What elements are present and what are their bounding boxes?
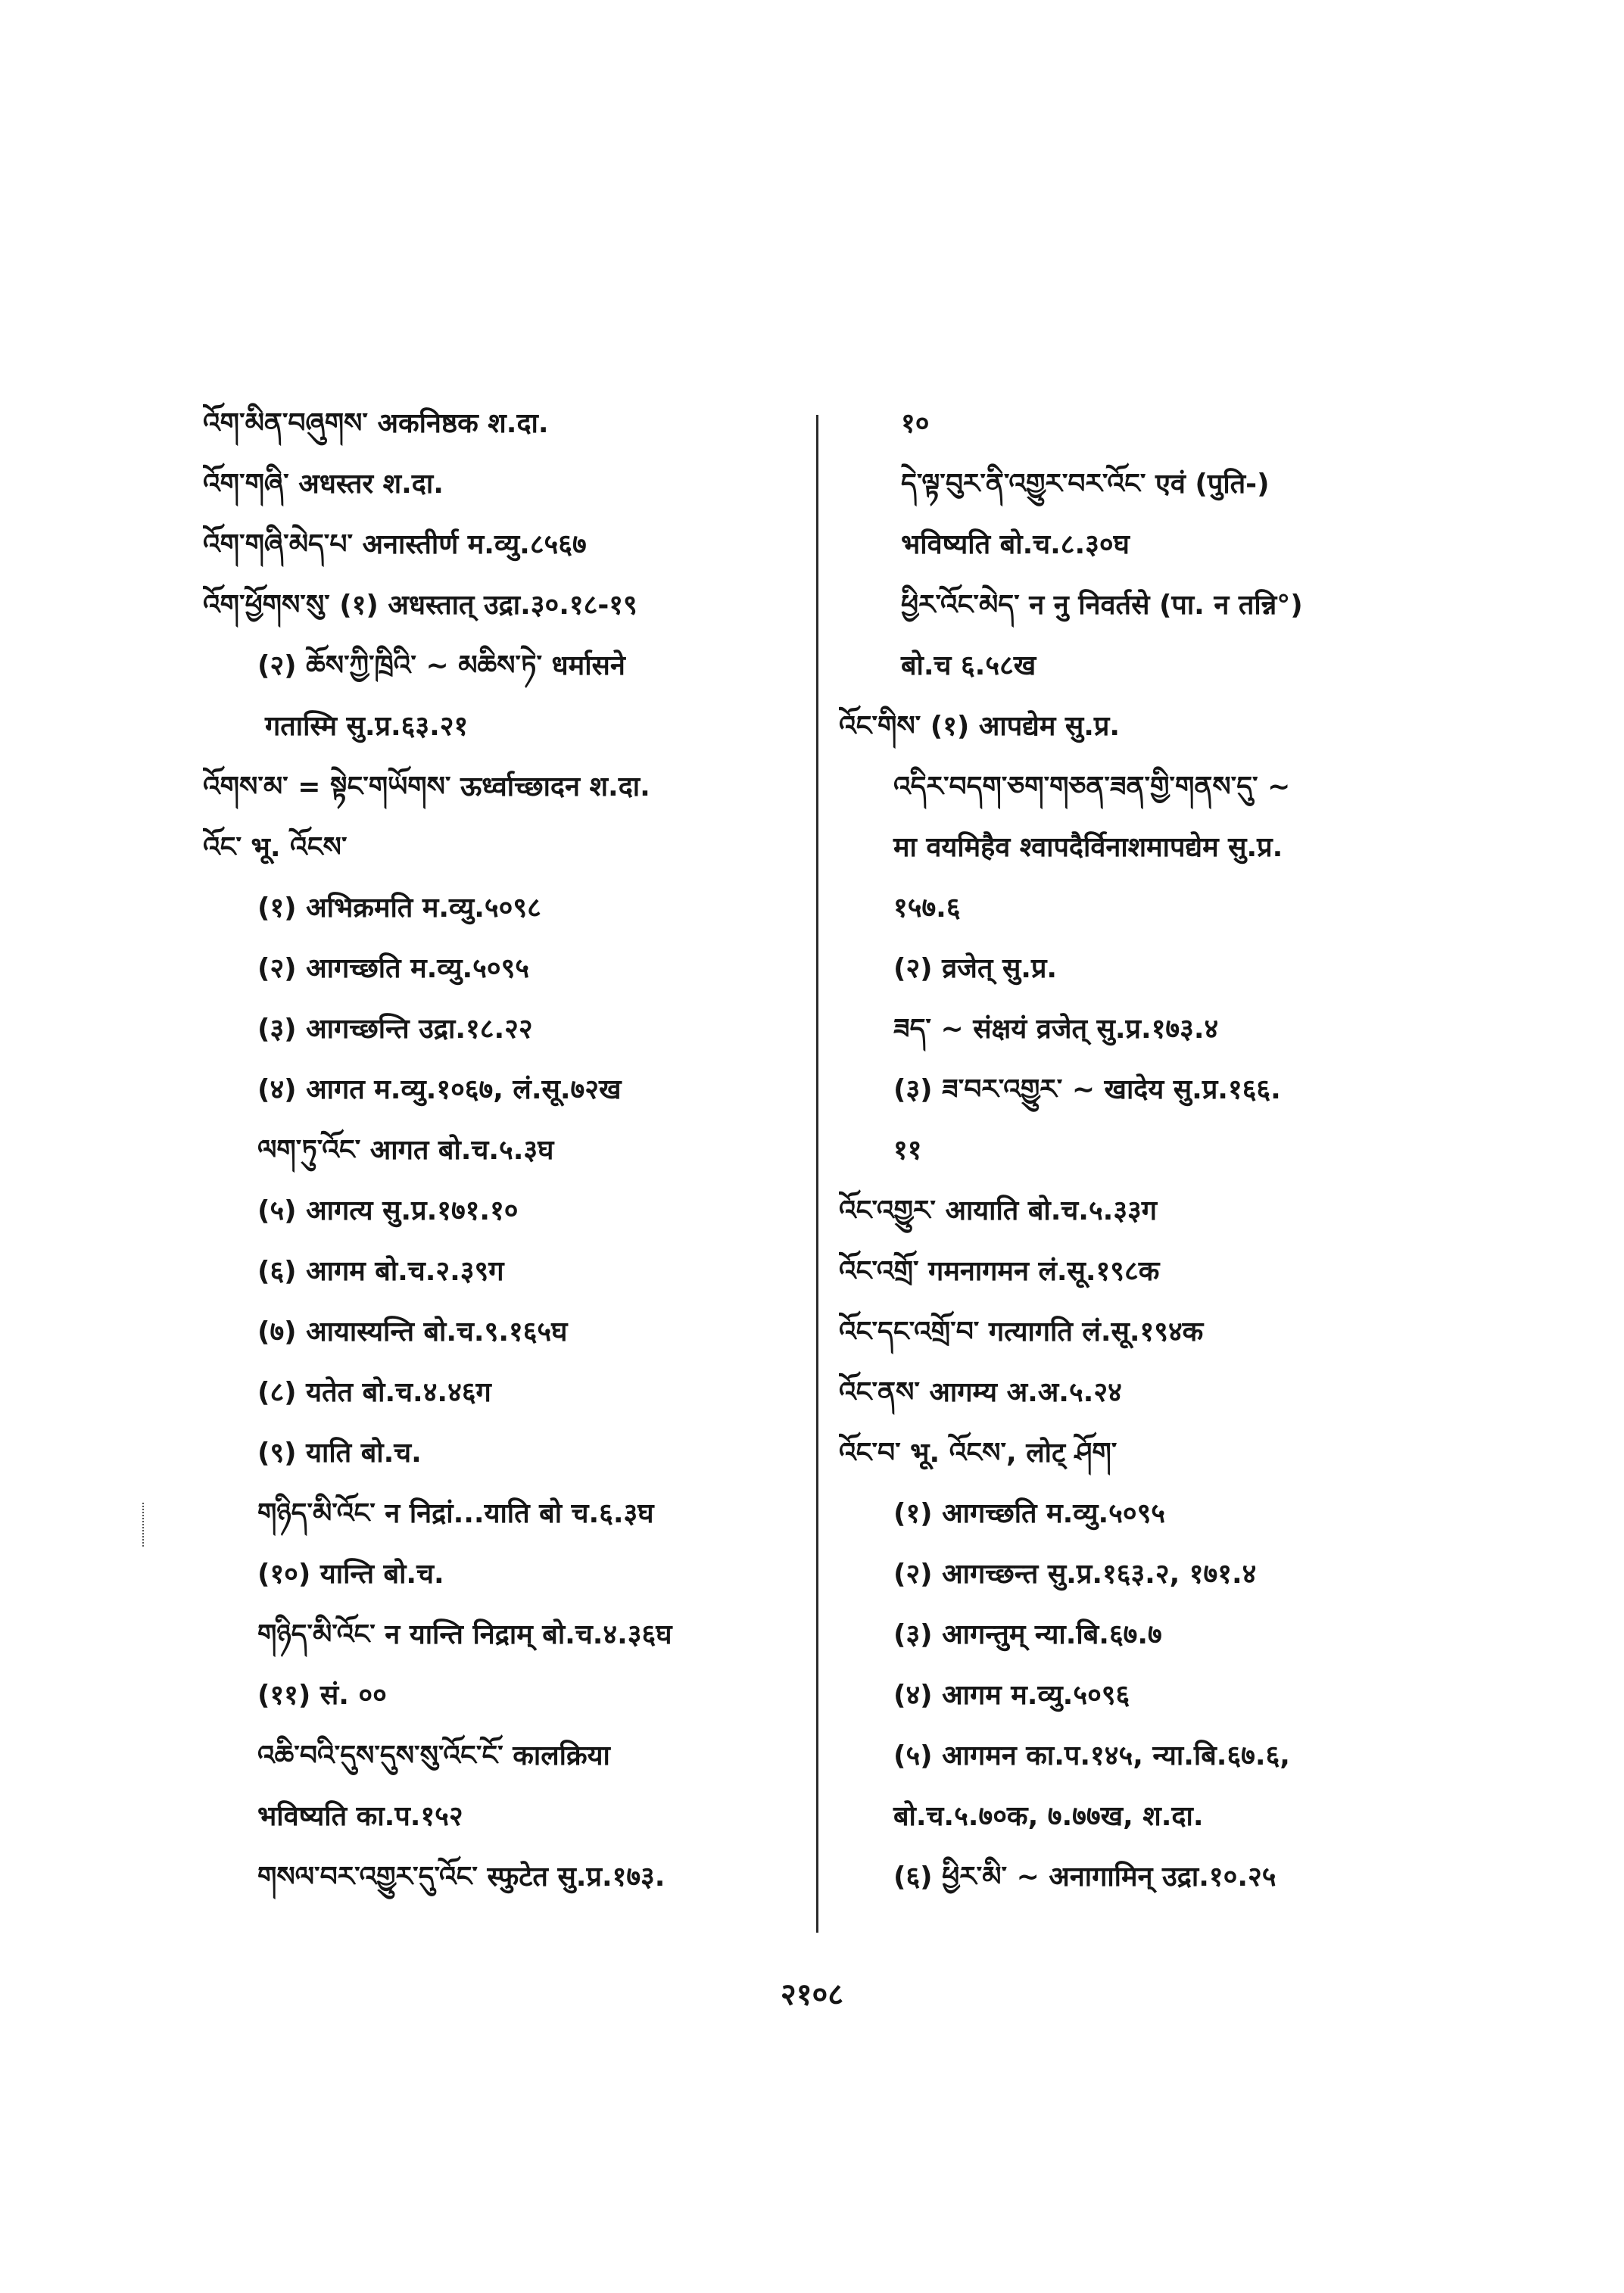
entry-line: मा वयमिहैव श्वापदैर्विनाशमापद्येम सु.प्र. (893, 832, 1283, 863)
entry-line: འོང་ भू. འོངས་ (203, 832, 348, 863)
right-column (839, 394, 1467, 1908)
column-divider (816, 415, 818, 1933)
entry-line: बो.च.५.७०क, ७.७७ख, श.दा. (893, 1801, 1204, 1832)
page-number: २१०८ (780, 1977, 844, 2012)
entry-line: (२) व्रजेत् सु.प्र. (893, 953, 1058, 984)
entry-line: (७) आयास्यन्ति बो.च.९.१६५घ (257, 1316, 568, 1347)
entry-line: (३) आगच्छन्ति उद्रा.१८.२२ (257, 1014, 533, 1045)
entry-line: གསལ་བར་འགྱུར་དུ་འོང་ स्फुटेत सु.प्र.१७३. (257, 1862, 665, 1893)
entry-line: (९) याति बो.च. (257, 1438, 422, 1469)
entry-line: (११) सं. ०० (257, 1680, 387, 1711)
entry-line: འཆི་བའི་དུས་དུས་སུ་འོང་ངོ་ कालक्रिया (257, 1740, 610, 1771)
entry-line: १० (901, 408, 930, 439)
entry-line: འོག་གཞི་ अधस्तर श.दा. (203, 469, 444, 500)
entry-line: གཉིད་མི་འོང་ न यान्ति निद्राम् बो.च.४.३६घ (257, 1619, 672, 1650)
entry-line: भविष्यति बो.च.८.३०घ (901, 529, 1130, 560)
entry-line: གཉིད་མི་འོང་ न निद्रां...याति बो च.६.३घ (257, 1498, 654, 1529)
entry-line: बो.च ६.५८ख (901, 650, 1036, 681)
entry-line: (२) ཆོས་ཀྱི་ཁྲིའི་ ~ མཆིས་ཏེ་ धर्मासने (257, 650, 625, 681)
entry-line: (४) आगम म.व्यु.५०९६ (893, 1680, 1130, 1711)
entry-line: འོང་གིས་ (१) आपद्येम सु.प्र. (839, 711, 1121, 742)
entry-line: (५) आगत्य सु.प्र.१७१.१० (257, 1195, 519, 1226)
entry-line: འོང་ནས་ आगम्य अ.अ.५.२४ (839, 1377, 1122, 1408)
entry-line: འོང་འགྲོ་ गमनागमन लं.सू.१९८क (839, 1256, 1160, 1287)
entry-line: (६) आगम बो.च.२.३९ग (257, 1256, 504, 1287)
entry-line: (३) ཟ་བར་འགྱུར་ ~ खादेय सु.प्र.१६६. (893, 1074, 1281, 1105)
left-column (203, 394, 801, 1908)
entry-line: १५७.६ (893, 893, 961, 924)
entry-line: (२) आगच्छन्त सु.प्र.१६३.२, १७१.४ (893, 1559, 1257, 1590)
entry-line: (५) आगमन का.प.१४५, न्या.बि.६७.६, (893, 1740, 1290, 1771)
entry-line: འོག་གཞི་མེད་པ་ अनास्तीर्ण म.व्यु.८५६७ (203, 529, 587, 560)
entry-line: ११ (893, 1135, 922, 1166)
entry-line: འོག་ཕྱོགས་སུ་ (१) अधस्तात् उद्रा.३०.१८-१९ (203, 590, 637, 621)
entry-line: ཕྱིར་འོང་མེད་ न नु निवर्तसे (पा. न तन्नि°) (901, 590, 1303, 621)
entry-line: (८) यतेत बो.च.४.४६ग (257, 1377, 491, 1408)
entry-line: ཟད་ ~ संक्षयं व्रजेत् सु.प्र.१७३.४ (893, 1014, 1219, 1045)
entry-line: गतास्मि सु.प्र.६३.२१ (265, 711, 469, 742)
entry-line: (१) अभिक्रमति म.व्यु.५०९८ (257, 893, 541, 924)
entry-line: भविष्यति का.प.१५२ (257, 1801, 463, 1832)
entry-line: (१०) यान्ति बो.च. (257, 1559, 444, 1590)
entry-line: (६) ཕྱིར་མི་ ~ अनागामिन् उद्रा.१०.२५ (893, 1862, 1276, 1893)
entry-line: འོང་འགྱུར་ आयाति बो.च.५.३३ग (839, 1195, 1158, 1226)
margin-mark (142, 1503, 145, 1547)
entry-line: ལག་ཏུ་འོང་ आगत बो.च.५.३घ (257, 1135, 554, 1166)
entry-line: འདིར་བདག་ཅག་གཅན་ཟན་གྱི་གནས་དུ་ ~ (893, 771, 1291, 802)
entry-line: དེ་ལྟ་བུར་ནི་འགྱུར་བར་འོང་ एवं (पुति-) (901, 469, 1270, 500)
entry-line: འོགས་མ་ = སྟེང་གཡོགས་ ऊर्ध्वाच्छादन श.दा. (203, 771, 650, 802)
entry-line: འོག་མིན་བཞུགས་ अकनिष्ठक श.दा. (203, 408, 549, 439)
entry-line: (४) आगत म.व्यु.१०६७, लं.सू.७२ख (257, 1074, 622, 1105)
entry-line: འོང་དང་འགྲོ་བ་ गत्यागति लं.सू.१९४क (839, 1316, 1204, 1347)
entry-line: འོང་བ་ भू. འོངས་, लोट् ཤོག་ (839, 1438, 1117, 1469)
entry-line: (३) आगन्तुम् न्या.बि.६७.७ (893, 1619, 1162, 1650)
entry-line: (२) आगच्छति म.व्यु.५०९५ (257, 953, 530, 984)
entry-line: (१) आगच्छति म.व्यु.५०९५ (893, 1498, 1166, 1529)
